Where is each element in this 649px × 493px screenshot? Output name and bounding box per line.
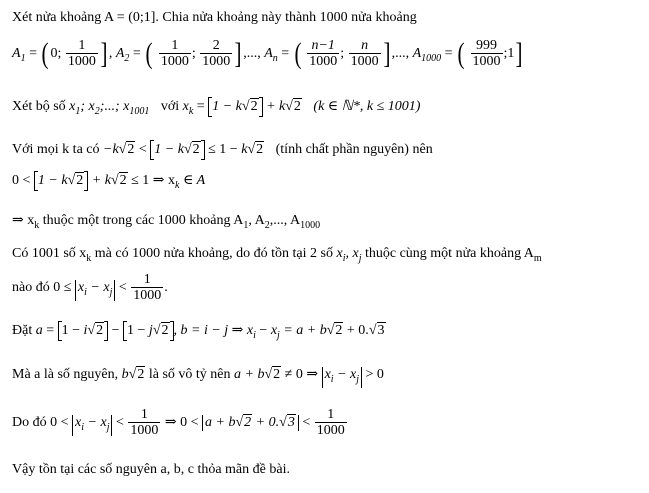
intro-text: Xét nửa khoảng A = (0;1]. Chia nửa khoảng này thành 1000 nửa khoảng [12,10,417,25]
final-statement: Vậy tồn tại các số nguyên a, b, c thỏa mãn đề bài. [12,462,290,477]
interval-a1000: $A_{1000}$ [412,46,442,64]
frac-n-1000: $\frac{n}{1000}$ [350,38,379,70]
frac-1-1000: $\frac{1}{1000}$ [67,38,96,70]
line-bounds: 0 < 1 − k√2 + k√2 ≤ 1 ⇒ $x_k$ ∈ A [12,171,205,195]
frac-1-1000-c: $\frac{1}{1000}$ [130,407,159,439]
frac-2-1000: $\frac{2}{1000}$ [202,38,231,70]
line-inequality: Với mọi k ta có −k√2 < 1 − k√2 ≤ 1 − k√2 (tính chất phần nguyên) nên [12,140,433,160]
line-difference-bound: nào đó $0 \le x_i - x_j$ < $\frac{1}{1000}$ . [12,272,168,304]
line-final [12,461,290,479]
line-sequence: Xét bộ số $x_1$; $x_2$;...; $x_{1001}$ với $x_k = 1 - k√2 + k√2$ (k ∈ ℕ*, k ≤ 1001) [12,97,420,121]
line-define-ab: Đặt a = 1 − i√2 − 1 − j√2 , b = i − j ⇒ $x_i - x_j = a + b√2 + 0.√3$ [12,321,386,345]
interval-a1: $A_1$ [12,46,26,64]
interval-an: $A_n$ [264,46,278,64]
frac-1-1000-b: $\frac{1}{1000}$ [160,38,189,70]
line-pigeonhole: Có 1001 số $x_k$ mà có 1000 nửa khoảng, do đó tồn tại 2 số $x_i$, $x_j$ thuộc cùng một nửa khoảng $A_m$ [12,246,542,264]
line-conclusion-ineq: Do đó $0 < x_i - x_j$ < $\frac{1}{1000}$ ⇒ 0 < a + b√2 + 0.√3 < $\frac{1}{1000}$ [12,407,345,439]
line-belongs: ⇒ $x_k$ thuộc một trong các 1000 khoảng $A_1$, $A_2$,..., $A_{1000}$ [12,213,321,231]
line-intro [12,9,417,27]
line-intervals: $A_1$ = ( 0; $\frac{1}{1000}$ ] , $A_2$ = ( $\frac{1}{1000}$ ; $\frac{2}{1000}$ ] ,..., $A_n$ = ( $\frac{n-1}{1000}$ ; $\frac{n}{1000}$ ] ,..., $A_{1000}$ = ( $\frac{999}{1000}$ ;1] [12,36,523,70]
frac-nm1-1000: $\frac{n-1}{1000}$ [309,38,338,70]
interval-a2: $A_2$ [115,46,130,64]
frac-1-1000-d: $\frac{1}{1000}$ [316,407,345,439]
frac-1-1000-bound: $\frac{1}{1000}$ [133,272,162,304]
line-irrational: Mà a là số nguyên, b√2 là số vô tỷ nên a + b√2 ≠ 0 ⇒ $x_i - x_j > 0$ [12,366,384,388]
frac-999-1000: $\frac{999}{1000}$ [472,38,501,70]
